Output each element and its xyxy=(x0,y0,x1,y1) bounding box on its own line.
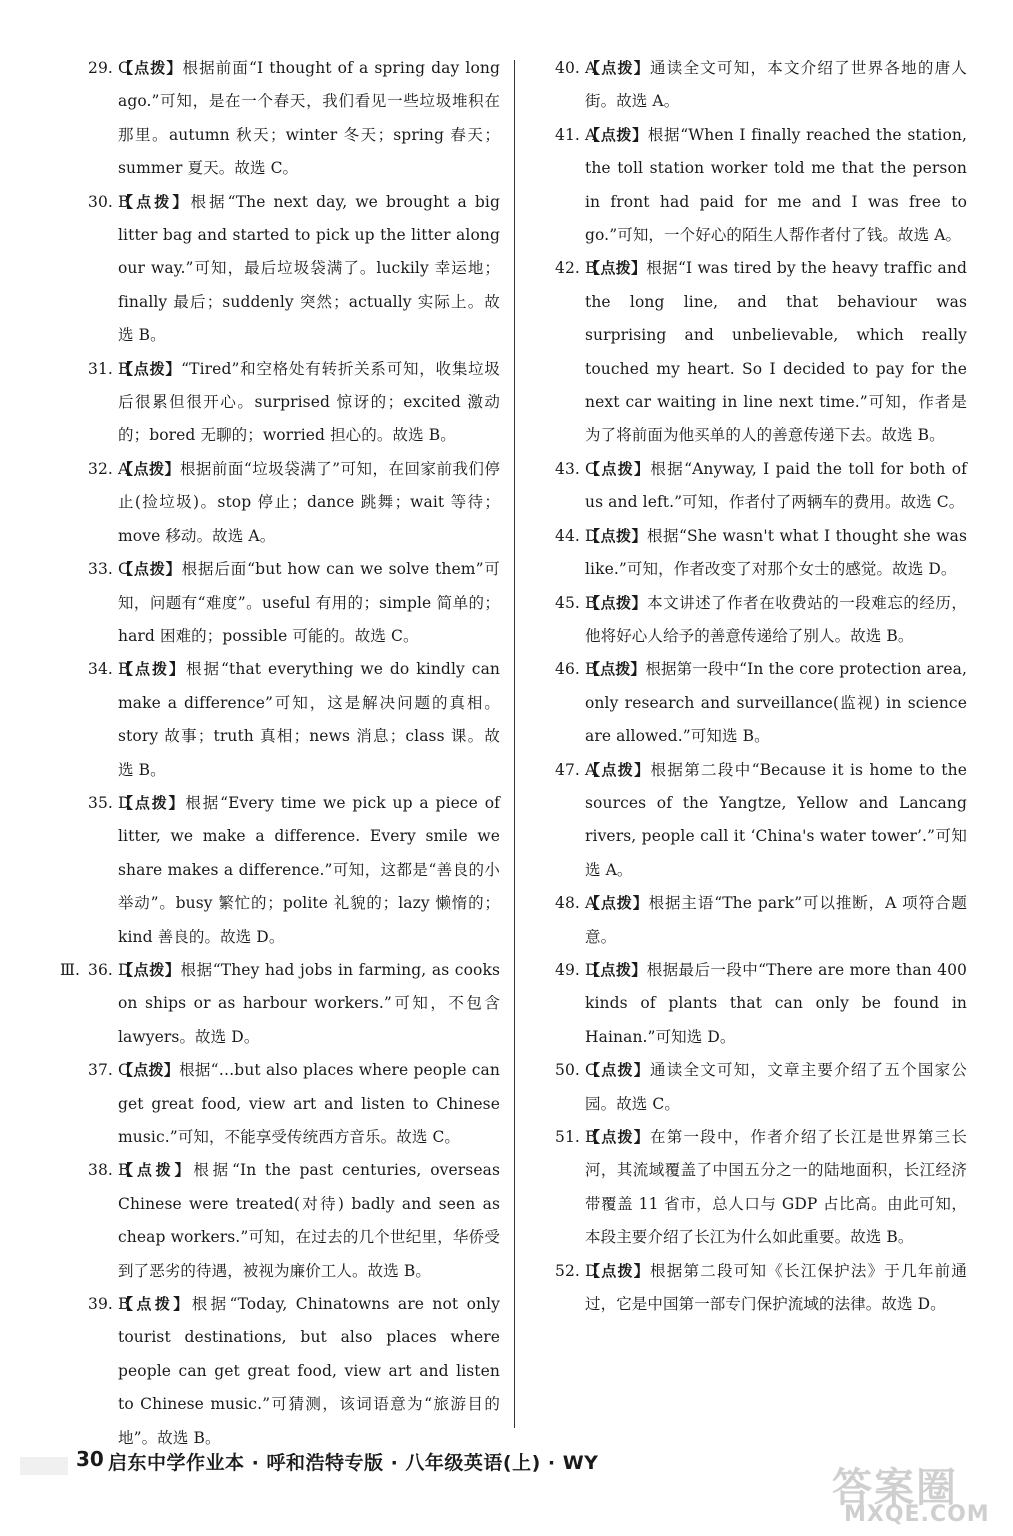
item-text: 根据最后一段中“There are more than 400 kinds of plants that can only be found in Hainan.”可知选 D。 xyxy=(585,960,968,1046)
item-text: 在第一段中，作者介绍了长江是世界第三长河，其流域覆盖了中国五分之一的陆地面积，长江经济带覆盖 11 省市，总人口与 GDP 占比高。由此可知，本段主要介绍了长江为什么如此重要。故选 B。 xyxy=(585,1128,967,1247)
item-number: 44. D xyxy=(555,526,598,545)
item-number: 34. B xyxy=(88,660,130,679)
item-text: 根据“Today, Chinatowns are not only tourist destinations, but also places where people can get great food, view art and listen to Chinese music.”可猜测，该词语意为“旅游目的地”。故选 B。 xyxy=(118,1295,501,1447)
item-number: 36. D xyxy=(88,960,131,979)
item-text: 通读全文可知，本文介绍了世界各地的唐人街。故选 A。 xyxy=(585,59,967,111)
answer-item xyxy=(88,353,500,453)
answer-item xyxy=(88,1288,500,1455)
item-number: 30. B xyxy=(88,192,130,211)
footer-bar xyxy=(20,1457,68,1475)
item-tag: 【点拨】 xyxy=(118,960,181,979)
item-tag: 【点拨】 xyxy=(585,259,647,278)
item-number: 47. A xyxy=(555,760,597,779)
answer-item xyxy=(88,1054,500,1154)
item-text: 通读全文可知，文章主要介绍了五个国家公园。故选 C。 xyxy=(585,1061,967,1113)
item-tag: 【点拨】 xyxy=(585,593,648,612)
left-column xyxy=(60,52,501,1455)
answer-item xyxy=(555,520,967,587)
item-number: 42. B xyxy=(555,259,597,278)
item-number: 52. D xyxy=(555,1261,598,1280)
item-tag: 【点拨】 xyxy=(585,125,648,144)
answer-item xyxy=(555,653,967,753)
item-tag: 【点拨】 xyxy=(585,1261,650,1280)
item-tag: 【点拨】 xyxy=(118,1295,192,1314)
item-text: 根据“Anyway, I paid the toll for both of us and left.”可知，作者付了两辆车的费用。故选 C。 xyxy=(585,459,967,512)
item-text: 根据主语“The park”可以推断，A 项符合题意。 xyxy=(585,894,967,946)
answer-item xyxy=(88,1154,500,1288)
item-text: 根据第一段中“In the core protection area, only research and surveillance(监视) in science are allowed.”可知选 B。 xyxy=(585,660,967,746)
item-tag: 【点拨】 xyxy=(118,359,182,378)
right-column xyxy=(555,52,967,1321)
item-number: 29. C xyxy=(88,59,130,77)
item-number: 41. A xyxy=(555,125,597,144)
page-number: 30 xyxy=(76,1447,104,1471)
item-number: 37. C xyxy=(88,1061,130,1080)
item-tag: 【点拨】 xyxy=(118,192,191,211)
answer-item xyxy=(60,954,500,1054)
answer-item xyxy=(555,1255,967,1322)
item-tag: 【点拨】 xyxy=(585,760,651,779)
watermark-text: 答案圈 xyxy=(832,1465,958,1511)
item-text: 根据“She wasn't what I thought she was like.”可知，作者改变了对那个女士的感觉。故选 D。 xyxy=(585,526,967,579)
item-tag: 【点拨】 xyxy=(585,960,647,979)
item-number: 48. A xyxy=(555,894,597,913)
item-number: 50. C xyxy=(555,1061,597,1080)
item-number: 33. C xyxy=(88,560,130,579)
answer-item xyxy=(555,954,967,1054)
item-number: 38. B xyxy=(88,1161,130,1180)
item-text: 根据第二段可知《长江保护法》于几年前通过，它是中国第一部专门保护流域的法律。故选 D。 xyxy=(585,1261,967,1314)
item-tag: 【点拨】 xyxy=(118,459,180,478)
column-divider xyxy=(514,60,515,1428)
answer-item xyxy=(88,787,500,954)
answer-item xyxy=(555,1121,967,1255)
section-marker: Ⅲ. xyxy=(60,960,81,979)
answer-item xyxy=(555,887,967,954)
item-number: 31. B xyxy=(88,359,130,378)
item-text: 根据“They had jobs in farming, as cooks on ships or as harbour workers.”可知，不包含 lawyers。故选 D。 xyxy=(118,960,500,1046)
item-tag: 【点拨】 xyxy=(585,1061,650,1080)
item-tag: 【点拨】 xyxy=(585,526,647,545)
answer-item xyxy=(88,453,500,553)
item-text: 根据“When I finally reached the station, the toll station worker told me that the person in front had paid for me and I was free to go.”可知，一个好心的陌生人帮作者付了钱。故选 A。 xyxy=(585,125,967,245)
item-number: 35. D xyxy=(88,793,131,812)
item-text: 根据“Every time we pick up a piece of litter, we make a difference. Every smile we share makes a difference.”可知，这都是“善良的小举动”。busy 繁忙的；polite 礼貌的；lazy 懒惰的；kind 善良的。故选 D。 xyxy=(118,793,500,946)
item-text: 根据“…but also places where people can get great food, view art and listen to Chinese music.”可知，不能享受传统西方音乐。故选 C。 xyxy=(118,1061,500,1146)
item-number: 32. A xyxy=(88,459,130,478)
item-tag: 【点拨】 xyxy=(585,894,649,913)
item-text: 根据第二段中“Because it is home to the sources of the Yangtze, Yellow and Lancang rivers, people call it ‘China's water tower’.”可知选 A。 xyxy=(585,760,967,879)
item-tag: 【点拨】 xyxy=(118,660,187,679)
item-number: 39. B xyxy=(88,1295,130,1314)
answer-item xyxy=(555,119,967,253)
item-number: 45. B xyxy=(555,593,597,612)
item-tag: 【点拨】 xyxy=(585,459,651,478)
watermark-logo xyxy=(832,1456,1000,1528)
item-tag: 【点拨】 xyxy=(118,793,186,812)
answer-item xyxy=(88,186,500,353)
answer-item xyxy=(555,754,967,888)
item-tag: 【点拨】 xyxy=(118,560,182,579)
item-text: 根据后面“but how can we solve them”可知，问题有“难度”。useful 有用的；simple 简单的；hard 困难的；possible 可能的。故选 C。 xyxy=(118,560,501,645)
item-text: 根据“The next day, we brought a big litter bag and started to pick up the litter along our way.”可知，最后垃圾袋满了。luckily 幸运地；finally 最后；suddenly 突然；actually 实际上。故选 B。 xyxy=(118,192,500,345)
answer-item xyxy=(88,52,500,186)
item-text: 根据“that everything we do kindly can make a difference”可知，这是解决问题的真相。story 故事；truth 真相；news 消息；class 课。故选 B。 xyxy=(118,660,500,779)
item-tag: 【点拨】 xyxy=(118,59,183,77)
item-number: 46. B xyxy=(555,660,597,679)
answer-item xyxy=(555,1054,967,1121)
answer-item xyxy=(88,653,500,787)
item-number: 40. A xyxy=(555,59,597,77)
book-title: 启东中学作业本 · 呼和浩特专版 · 八年级英语(上) · WY xyxy=(108,1452,599,1474)
item-tag: 【点拨】 xyxy=(585,1128,650,1146)
item-tag: 【点拨】 xyxy=(585,660,646,679)
item-text: “Tired”和空格处有转折关系可知，收集垃圾后很累但很开心。surprised 惊讶的；excited 激动的；bored 无聊的；worried 担心的。故选 B。 xyxy=(118,359,501,445)
item-text: 根据前面“垃圾袋满了”可知，在回家前我们停止(捡垃圾)。stop 停止；dance 跳舞；wait 等待；move 移动。故选 A。 xyxy=(118,459,501,545)
item-text: 根据“I was tired by the heavy traffic and the long line, and that behaviour was surprising and unbelievable, which really touched my heart. So I decided to pay for the next car waiting in line next time.”可知，作者是为了将前面为他买单的人的善意传递下去。故选 B。 xyxy=(585,259,967,445)
item-number: 43. C xyxy=(555,459,597,478)
answer-item xyxy=(88,553,500,653)
answer-item xyxy=(555,587,967,654)
item-number: 51. B xyxy=(555,1128,597,1146)
answer-item xyxy=(555,52,967,119)
item-text: 本文讲述了作者在收费站的一段难忘的经历，他将好心人给予的善意传递给了别人。故选 B。 xyxy=(585,593,967,645)
watermark-url: MXQE.COM xyxy=(844,1502,990,1527)
item-number: 49. D xyxy=(555,960,598,979)
item-tag: 【点拨】 xyxy=(118,1061,180,1080)
item-text: 根据前面“I thought of a spring day long ago.”可知，是在一个春天，我们看见一些垃圾堆积在那里。autumn 秋天；winter 冬天；spring 春天；summer 夏天。故选 C。 xyxy=(118,59,501,178)
answer-item xyxy=(555,453,967,520)
answer-item xyxy=(555,252,967,452)
item-text: 根据“In the past centuries, overseas Chinese were treated(对待) badly and seen as cheap workers.”可知，在过去的几个世纪里，华侨受到了恶劣的待遇，被视为廉价工人。故选 B。 xyxy=(118,1161,500,1280)
item-tag: 【点拨】 xyxy=(585,59,650,77)
item-tag: 【点拨】 xyxy=(118,1161,194,1180)
